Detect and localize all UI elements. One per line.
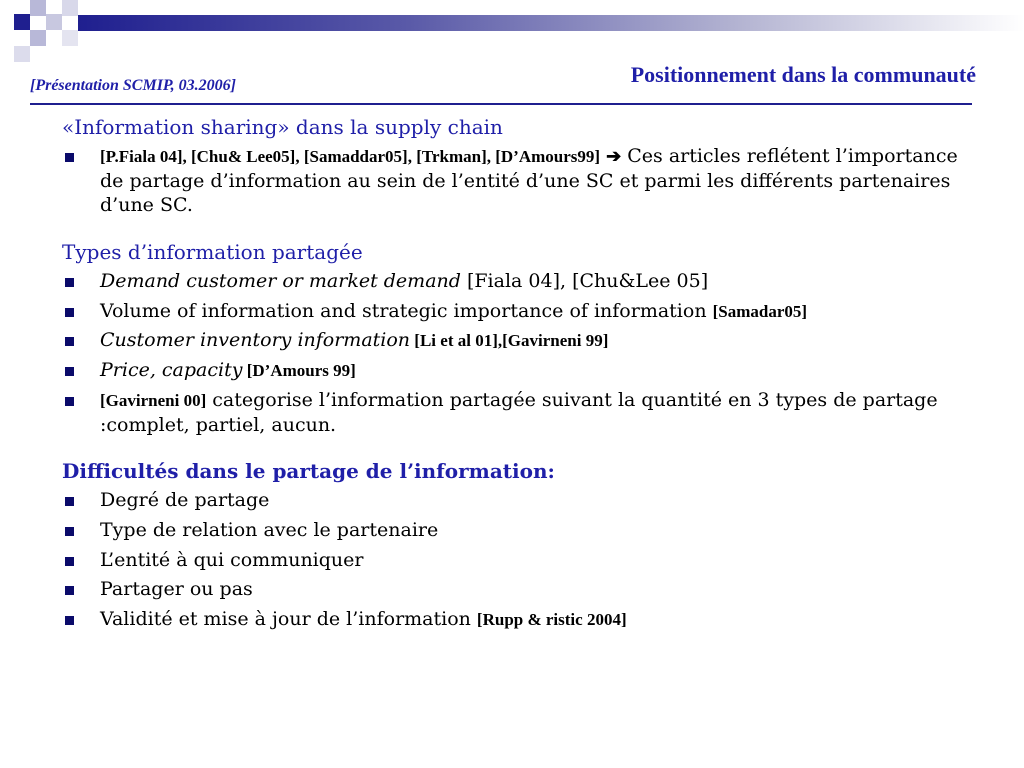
list-item xyxy=(62,518,982,543)
square-bullet-icon xyxy=(65,586,74,595)
square-bullet-icon xyxy=(65,278,74,287)
section-difficulties xyxy=(62,459,982,631)
corner-square xyxy=(14,14,30,30)
square-bullet-icon xyxy=(65,527,74,536)
reference-citation: [D’Amours 99] xyxy=(242,361,356,381)
slide-title: Positionnement dans la communauté xyxy=(630,62,976,87)
corner-square xyxy=(62,30,78,46)
list-item xyxy=(62,144,982,218)
item-text: [Fiala 04], [Chu&Lee 05] xyxy=(460,270,709,293)
item-text: Type de relation avec le partenaire xyxy=(100,518,439,541)
square-bullet-icon xyxy=(65,337,74,346)
square-bullet-icon xyxy=(65,308,74,317)
list-item xyxy=(62,269,982,294)
list-item xyxy=(62,607,982,632)
square-bullet-icon xyxy=(65,616,74,625)
item-text: Degré de partage xyxy=(100,489,270,512)
square-bullet-icon xyxy=(65,367,74,376)
title-divider xyxy=(30,103,972,105)
list-item xyxy=(62,488,982,513)
list-item xyxy=(62,577,982,602)
bullet-list xyxy=(62,269,982,437)
header-gradient-band xyxy=(78,15,1024,31)
reference-citation: [Samadar05] xyxy=(712,301,808,321)
section-heading: «Information sharing» dans la supply chain xyxy=(62,115,503,139)
item-text: Validité et mise à jour de l’information xyxy=(100,607,477,630)
item-italic-text: Demand customer or market demand xyxy=(100,270,461,293)
decorative-corner-squares xyxy=(0,0,80,64)
slide-content xyxy=(62,115,982,637)
list-item xyxy=(62,358,982,383)
reference-citation: [P.Fiala 04], [Chu& Lee05], [Samaddar05], [Trkman], [D’Amours99] xyxy=(100,147,601,166)
list-item xyxy=(62,328,982,353)
bullet-list xyxy=(62,488,982,631)
item-text: Volume of information and strategic importance of information xyxy=(100,299,713,322)
square-bullet-icon xyxy=(65,497,74,506)
corner-square xyxy=(62,0,78,16)
item-text: Partager ou pas xyxy=(100,578,253,601)
item-italic-text: Price, capacity xyxy=(100,359,243,382)
section-types-information xyxy=(62,240,982,437)
arrow-right-icon: ➔ xyxy=(606,146,622,167)
section-heading: Difficultés dans le partage de l’information: xyxy=(62,459,555,484)
section-heading: Types d’information partagée xyxy=(62,240,363,265)
reference-citation: [Rupp & ristic 2004] xyxy=(476,609,627,629)
square-bullet-icon xyxy=(65,557,74,566)
item-text: L’entité à qui communiquer xyxy=(100,548,364,571)
corner-square xyxy=(14,46,30,62)
list-item xyxy=(62,299,982,324)
list-item xyxy=(62,388,982,437)
item-text: categorise l’information partagée suivant la quantité en 3 types de partage :complet, partiel, aucun. xyxy=(100,388,938,436)
list-item xyxy=(62,548,982,573)
bullet-list xyxy=(62,144,982,218)
item-italic-text: Customer inventory information xyxy=(100,329,411,352)
presentation-tag: [Présentation SCMIP, 03.2006] xyxy=(30,77,236,94)
corner-square xyxy=(30,0,46,16)
reference-citation: [Li et al 01],[Gavirneni 99] xyxy=(410,331,609,351)
reference-citation: [Gavirneni 00] xyxy=(100,390,207,410)
corner-square xyxy=(30,30,46,46)
item-text: Ces articles reflétent l’importance de partage d’information au sein de l’entité d’une SC et parmi les différents partenaires d’une SC. xyxy=(100,145,958,217)
corner-square xyxy=(46,14,62,30)
section-information-sharing xyxy=(62,115,982,218)
square-bullet-icon xyxy=(65,153,74,162)
square-bullet-icon xyxy=(65,397,74,406)
